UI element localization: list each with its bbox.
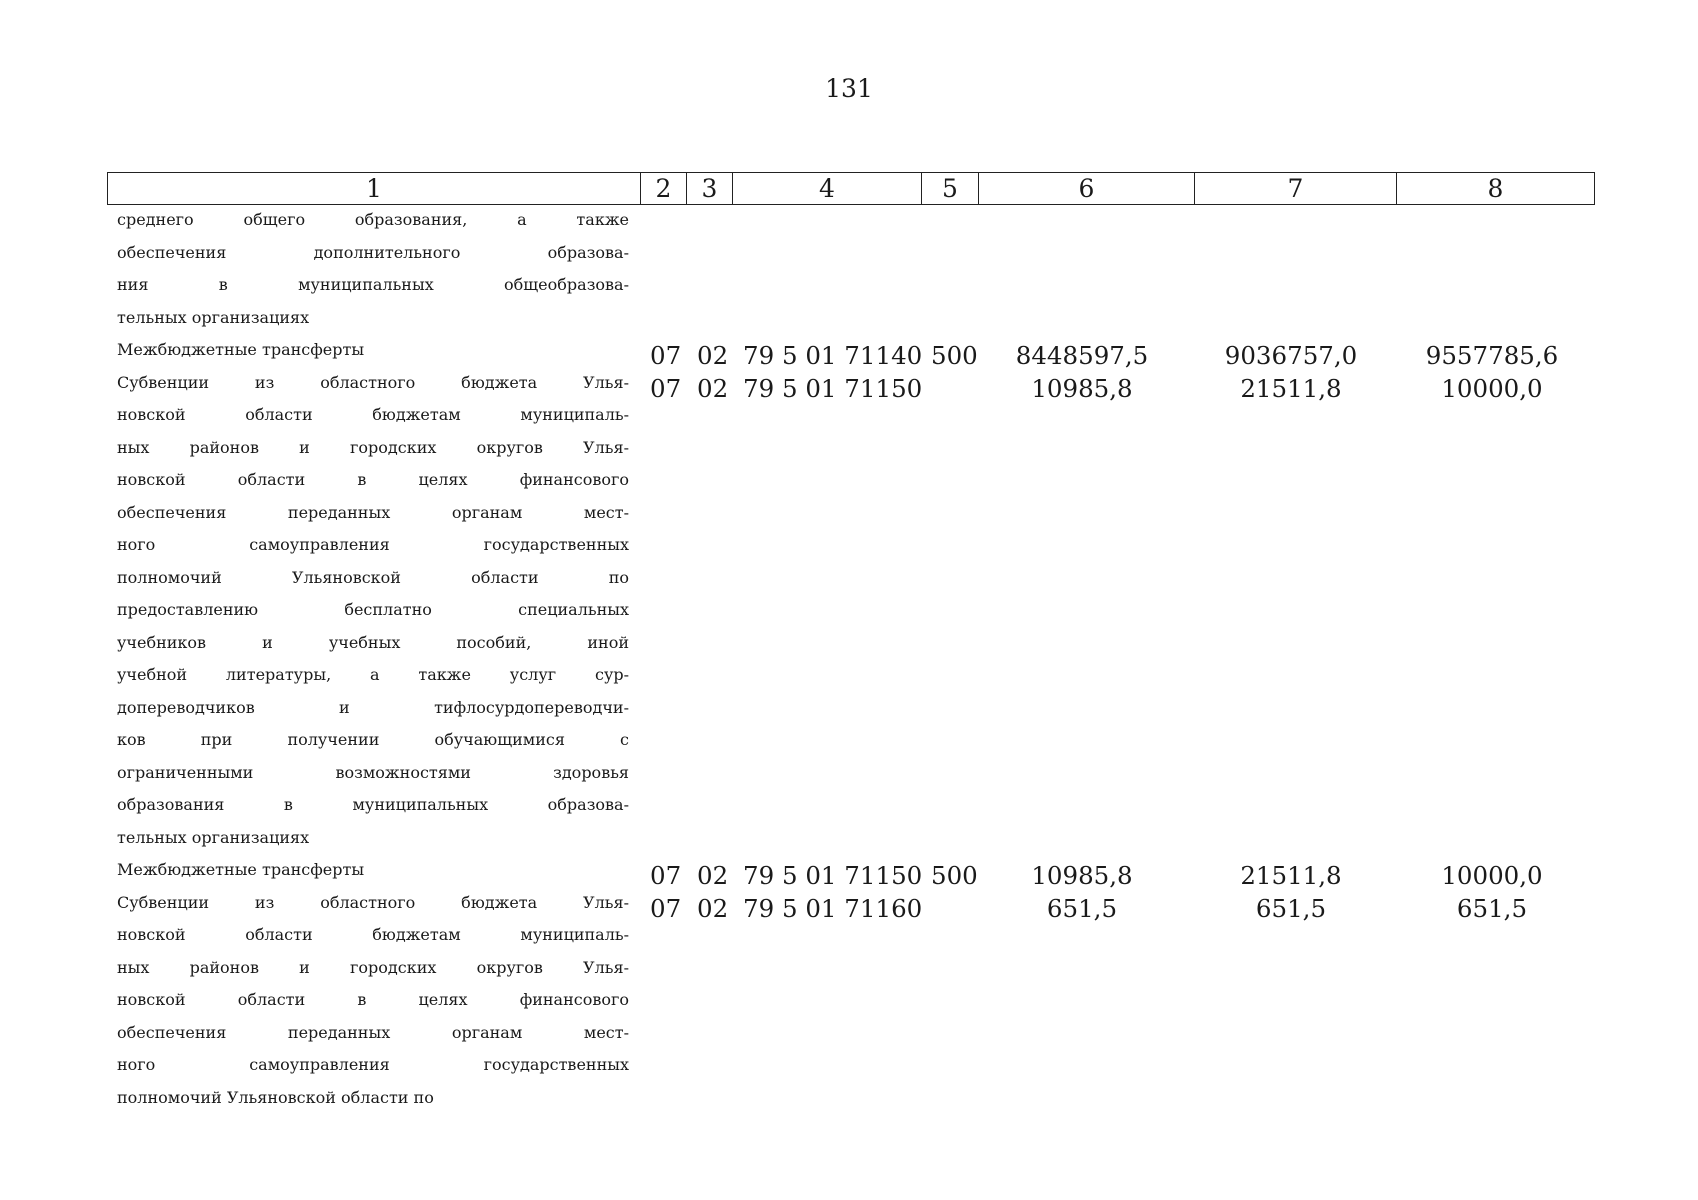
description-line: новской области в целях финансового bbox=[117, 470, 629, 489]
cell-c4: 79 5 01 71150 bbox=[743, 373, 923, 403]
column-header-6: 6 bbox=[979, 173, 1195, 205]
description-line: ограниченными возможностями здоровья bbox=[117, 762, 629, 782]
table-header bbox=[107, 172, 1595, 205]
cell-c7: 651,5 bbox=[1255, 893, 1327, 923]
description-line: ного самоуправления государственных bbox=[117, 535, 629, 554]
cell-c6: 10985,8 bbox=[1031, 373, 1133, 403]
cell-c6: 651,5 bbox=[1046, 893, 1118, 923]
column-header-7: 7 bbox=[1195, 173, 1397, 205]
cell-c7: 21511,8 bbox=[1240, 861, 1342, 890]
cell-c3: 02 bbox=[697, 893, 729, 923]
cell-c7: 21511,8 bbox=[1240, 373, 1342, 403]
description-line: образования в муниципальных образова- bbox=[117, 795, 629, 814]
cell-c2: 07 bbox=[650, 341, 682, 370]
cell-c6: 8448597,5 bbox=[1015, 341, 1149, 370]
description-line: новской области в целях финансового bbox=[117, 990, 629, 1009]
cell-c3: 02 bbox=[697, 373, 729, 403]
page-number: 131 bbox=[825, 74, 873, 103]
cell-c3: 02 bbox=[697, 861, 729, 890]
row-description bbox=[117, 340, 629, 373]
description-line: обеспечения дополнительного образова- bbox=[117, 242, 629, 262]
cell-c5: 500 bbox=[931, 341, 978, 370]
cell-c7: 9036757,0 bbox=[1224, 341, 1358, 370]
column-header-3: 3 bbox=[687, 173, 733, 205]
description-line: обеспечения переданных органам мест- bbox=[117, 502, 629, 522]
cell-c4: 79 5 01 71160 bbox=[743, 893, 923, 923]
description-line: допереводчиков и тифлосурдопереводчи- bbox=[117, 697, 629, 717]
cell-c4: 79 5 01 71140 bbox=[743, 341, 923, 370]
description-line: ного самоуправления государственных bbox=[117, 1055, 629, 1074]
column-header-4: 4 bbox=[733, 173, 922, 205]
description-line: новской области бюджетам муниципаль- bbox=[117, 405, 629, 424]
description-line: полномочий Ульяновской области по bbox=[117, 567, 629, 587]
cell-c6: 10985,8 bbox=[1031, 861, 1133, 890]
row-description bbox=[117, 893, 629, 1121]
cell-c5: 500 bbox=[931, 861, 978, 890]
description-line: учебников и учебных пособий, иной bbox=[117, 632, 629, 652]
description-line: ных районов и городских округов Улья- bbox=[117, 957, 629, 977]
description-line: ния в муниципальных общеобразова- bbox=[117, 275, 629, 294]
column-header-8: 8 bbox=[1397, 173, 1595, 205]
cell-c2: 07 bbox=[650, 893, 682, 923]
cell-c4: 79 5 01 71150 bbox=[743, 861, 923, 890]
row-description bbox=[117, 210, 629, 340]
cell-c8: 10000,0 bbox=[1441, 373, 1543, 403]
description-line: ков при получении обучающимися с bbox=[117, 730, 629, 749]
description-line: обеспечения переданных органам мест- bbox=[117, 1022, 629, 1042]
cell-c3: 02 bbox=[697, 341, 729, 370]
description-line: Межбюджетные трансферты bbox=[117, 340, 365, 359]
row-description bbox=[117, 373, 629, 861]
column-header-2: 2 bbox=[641, 173, 687, 205]
cell-c8: 651,5 bbox=[1456, 893, 1528, 923]
column-header-5: 5 bbox=[922, 173, 979, 205]
description-line: Субвенции из областного бюджета Улья- bbox=[117, 372, 629, 392]
description-line: новской области бюджетам муниципаль- bbox=[117, 925, 629, 944]
description-line: учебной литературы, а также услуг сур- bbox=[117, 665, 629, 684]
description-line: Межбюджетные трансферты bbox=[117, 860, 365, 879]
description-line: тельных организациях bbox=[117, 307, 310, 327]
row-description bbox=[117, 860, 629, 893]
description-line: среднего общего образования, а также bbox=[117, 210, 629, 229]
description-line: предоставлению бесплатно специальных bbox=[117, 600, 629, 619]
cell-c2: 07 bbox=[650, 861, 682, 890]
cell-c2: 07 bbox=[650, 373, 682, 403]
cell-c8: 9557785,6 bbox=[1425, 341, 1559, 370]
column-header-1: 1 bbox=[108, 173, 641, 205]
description-line: тельных организациях bbox=[117, 827, 310, 847]
description-line: ных районов и городских округов Улья- bbox=[117, 437, 629, 457]
cell-c8: 10000,0 bbox=[1441, 861, 1543, 890]
description-line: Субвенции из областного бюджета Улья- bbox=[117, 892, 629, 912]
description-line: полномочий Ульяновской области по bbox=[117, 1087, 434, 1107]
